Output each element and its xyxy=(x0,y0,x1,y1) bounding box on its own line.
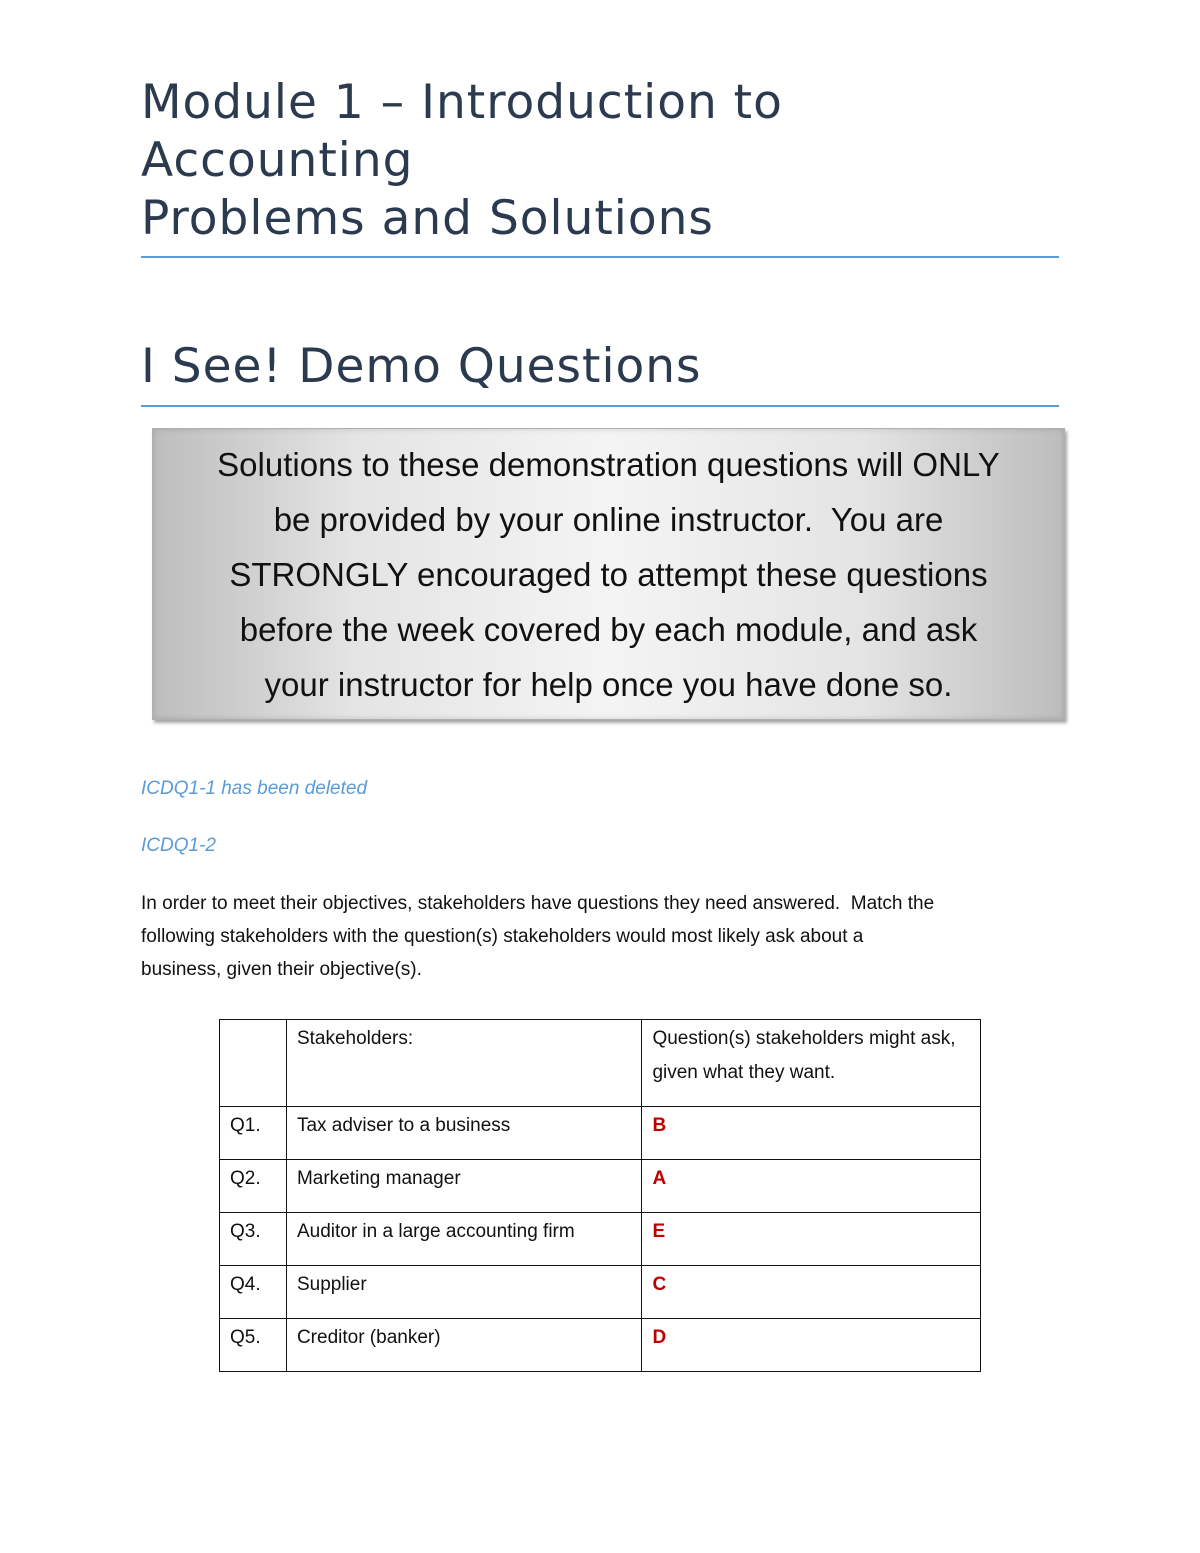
document-title xyxy=(141,74,1059,258)
title-line-2: Accounting xyxy=(141,133,414,188)
section-heading: I See! Demo Questions xyxy=(141,336,1059,407)
row-answer: E xyxy=(642,1213,981,1266)
row-answer: B xyxy=(642,1107,981,1160)
callout-line-5: your instructor for help once you have done so. xyxy=(264,665,953,703)
header-cell-questions: Question(s) stakeholders might ask, given what they want. xyxy=(642,1020,981,1107)
solutions-callout-box xyxy=(152,428,1065,720)
row-number: Q3. xyxy=(220,1213,287,1266)
question-label: ICDQ1-2 xyxy=(141,835,216,856)
row-answer: C xyxy=(642,1266,981,1319)
title-line-1: Module 1 – Introduction to xyxy=(141,75,783,130)
callout-text xyxy=(217,437,1000,712)
row-answer: A xyxy=(642,1160,981,1213)
callout-line-2: be provided by your online instructor. You are xyxy=(273,500,944,538)
callout-line-1: Solutions to these demonstration questions will ONLY xyxy=(217,445,1000,483)
header-cell-stakeholders: Stakeholders: xyxy=(286,1020,642,1107)
row-number: Q2. xyxy=(220,1160,287,1213)
table-row xyxy=(220,1107,981,1160)
table-row xyxy=(220,1319,981,1372)
row-stakeholder: Marketing manager xyxy=(286,1160,642,1213)
row-number: Q4. xyxy=(220,1266,287,1319)
header-cell-number xyxy=(220,1020,287,1107)
table-row xyxy=(220,1160,981,1213)
title-line-3: Problems and Solutions xyxy=(141,191,714,246)
table-row xyxy=(220,1266,981,1319)
callout-line-3: STRONGLY encouraged to attempt these questions xyxy=(229,555,988,593)
row-stakeholder: Creditor (banker) xyxy=(286,1319,642,1372)
deleted-question-note: ICDQ1-1 has been deleted xyxy=(141,778,368,799)
row-number: Q1. xyxy=(220,1107,287,1160)
row-stakeholder: Tax adviser to a business xyxy=(286,1107,642,1160)
callout-line-4: before the week covered by each module, and ask xyxy=(239,610,978,648)
row-stakeholder: Supplier xyxy=(286,1266,642,1319)
intro-line-2: following stakeholders with the question(s) stakeholders would most likely ask about a xyxy=(141,926,864,947)
row-answer: D xyxy=(642,1319,981,1372)
table-header-row xyxy=(220,1020,981,1107)
stakeholder-table xyxy=(219,1019,981,1372)
intro-line-3: business, given their objective(s). xyxy=(141,959,422,980)
table-row xyxy=(220,1213,981,1266)
row-number: Q5. xyxy=(220,1319,287,1372)
question-intro xyxy=(141,887,1061,986)
intro-line-1: In order to meet their objectives, stakeholders have questions they need answered. Match the xyxy=(141,893,935,914)
row-stakeholder: Auditor in a large accounting firm xyxy=(286,1213,642,1266)
